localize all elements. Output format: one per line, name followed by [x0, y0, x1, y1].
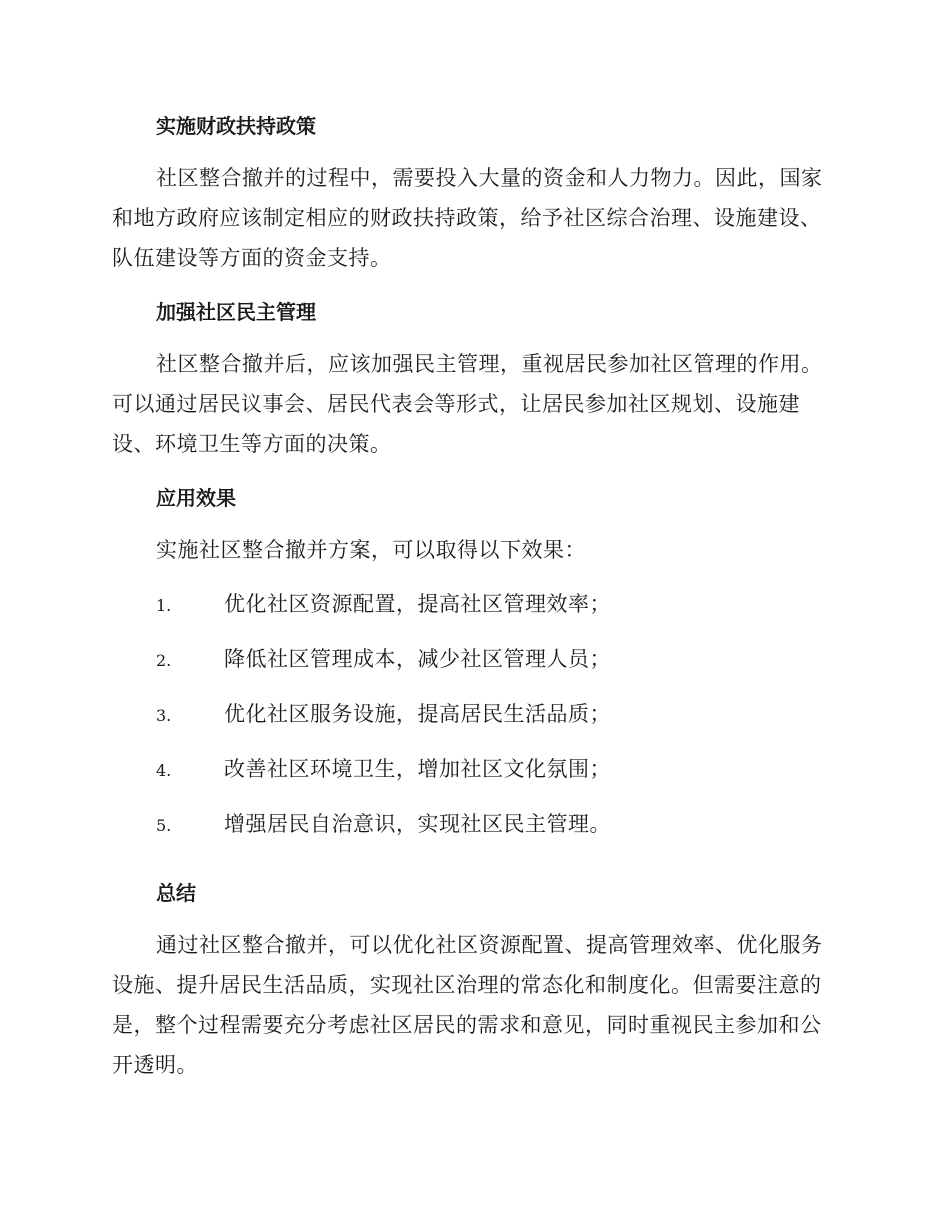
- list-item-number: 4.: [156, 761, 172, 780]
- list-item: [112, 749, 836, 804]
- list-item-text: 优化社区资源配置，提高社区管理效率；: [224, 592, 611, 616]
- section-heading-democratic-management: 加强社区民主管理: [156, 300, 316, 324]
- section-paragraph-fiscal-support: 社区整合撤并的过程中，需要投入大量的资金和人力物力。因此，国家和地方政府应该制定相应的财政扶持政策，给予社区综合治理、设施建设、队伍建设等方面的资金支持。: [112, 166, 823, 270]
- list-item-number: 5.: [156, 816, 172, 835]
- section-heading-fiscal-support: 实施财政扶持政策: [156, 114, 316, 138]
- list-item: [112, 804, 836, 859]
- list-item-text: 降低社区管理成本，减少社区管理人员；: [224, 647, 611, 671]
- effects-intro: 实施社区整合撤并方案，可以取得以下效果：: [156, 538, 586, 562]
- list-item-text: 改善社区环境卫生，增加社区文化氛围；: [224, 757, 611, 781]
- list-item-number: 1.: [156, 596, 172, 615]
- section-paragraph-democratic-management: 社区整合撤并后，应该加强民主管理，重视居民参加社区管理的作用。可以通过居民议事会、居民代表会等形式，让居民参加社区规划、设施建设、环境卫生等方面的决策。: [112, 352, 823, 456]
- list-item-number: 2.: [156, 651, 172, 670]
- list-item-text: 优化社区服务设施，提高居民生活品质；: [224, 702, 611, 726]
- list-item-text: 增强居民自治意识，实现社区民主管理。: [224, 812, 611, 836]
- effects-list: [112, 584, 836, 859]
- list-item: [112, 584, 836, 639]
- section-heading-summary: 总结: [156, 881, 196, 905]
- section-paragraph-summary: 通过社区整合撤并，可以优化社区资源配置、提高管理效率、优化服务设施、提升居民生活品质，实现社区治理的常态化和制度化。但需要注意的是，整个过程需要充分考虑社区居民的需求和意见，同时重视民主参加和公开透明。: [112, 933, 823, 1077]
- document-page: [112, 106, 836, 1099]
- list-item: [112, 694, 836, 749]
- list-item: [112, 639, 836, 694]
- section-heading-effects: 应用效果: [156, 486, 236, 510]
- list-item-number: 3.: [156, 706, 172, 725]
